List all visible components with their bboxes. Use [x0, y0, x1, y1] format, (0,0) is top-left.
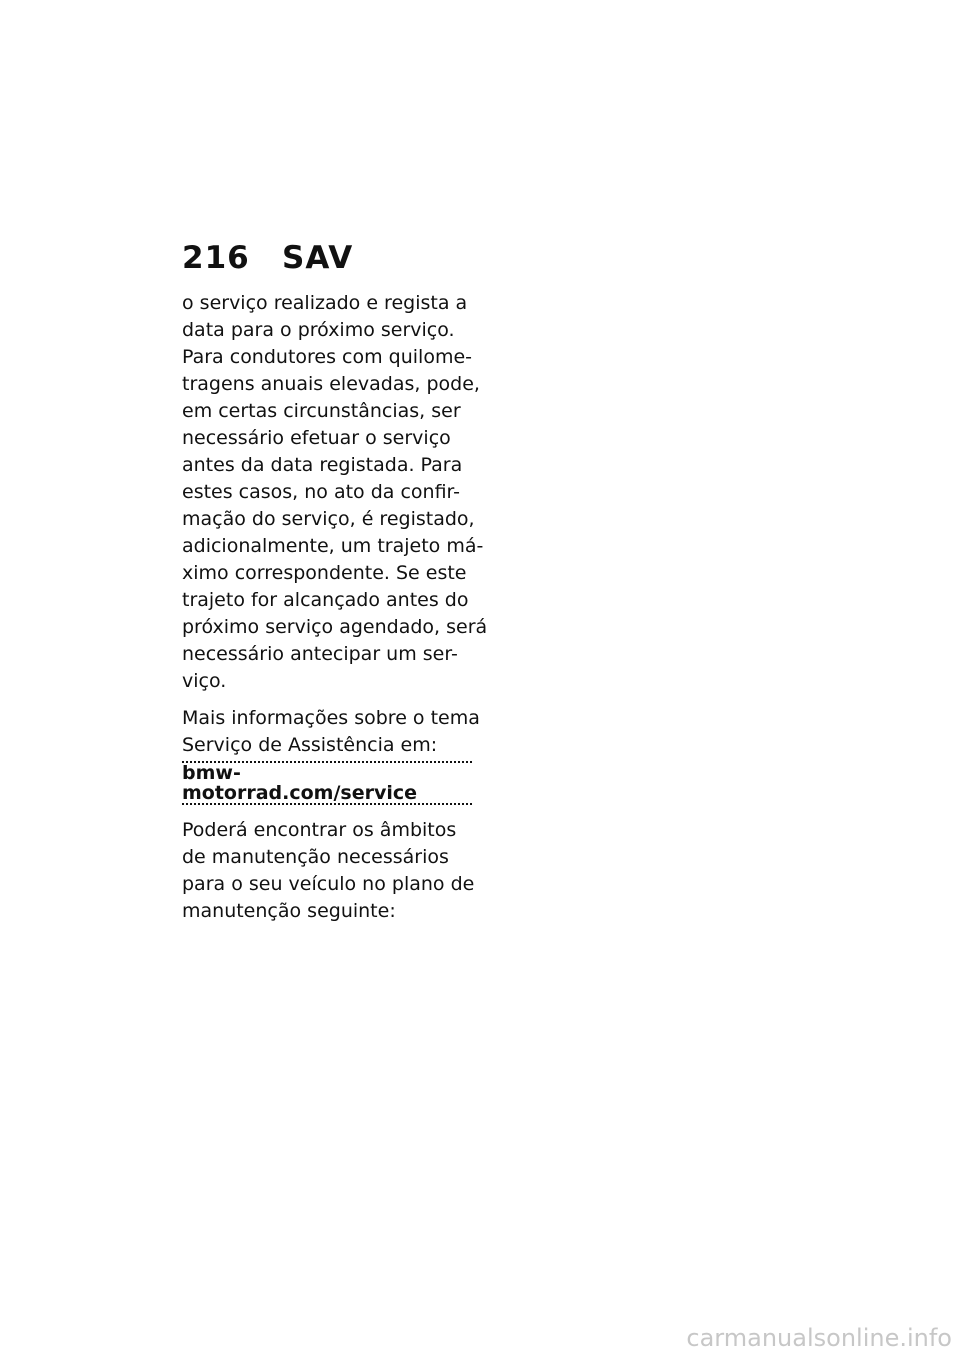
text-line: tragens anuais elevadas, pode,: [182, 373, 480, 395]
page-header: [182, 240, 353, 276]
text-line: de manutenção necessários: [182, 846, 449, 868]
page-number: 216: [182, 240, 250, 276]
text-line: data para o próximo serviço.: [182, 319, 455, 341]
paragraph-more-info: [182, 705, 480, 807]
paragraph-maintenance: [182, 817, 475, 925]
text-line: para o seu veículo no plano de: [182, 873, 475, 895]
text-line: Poderá encontrar os âmbitos: [182, 819, 457, 841]
paragraph-service-info: [182, 290, 488, 695]
text-line: o serviço realizado e regista a: [182, 292, 468, 314]
section-title: SAV: [282, 240, 354, 276]
text-line: necessário antecipar um ser-: [182, 643, 458, 665]
text-line: Serviço de Assistência em:: [182, 734, 438, 756]
text-line: Mais informações sobre o tema: [182, 707, 480, 729]
body-text: [182, 290, 488, 925]
text-line: antes da data registada. Para: [182, 454, 463, 476]
text-line: trajeto for alcançado antes do: [182, 589, 469, 611]
text-line: estes casos, no ato da confir-: [182, 481, 460, 503]
watermark: carmanualsonline.info: [686, 1324, 952, 1352]
text-line: ximo correspondente. Se este: [182, 562, 467, 584]
text-line: adicionalmente, um trajeto má-: [182, 535, 484, 557]
text-line: Para condutores com quilome-: [182, 346, 473, 368]
service-link[interactable]: bmw-motorrad.com/service: [182, 761, 472, 805]
text-line: próximo serviço agendado, será: [182, 616, 488, 638]
text-line: manutenção seguinte:: [182, 900, 396, 922]
text-line: em certas circunstâncias, ser: [182, 400, 461, 422]
text-line: viço.: [182, 670, 227, 692]
text-line: mação do serviço, é registado,: [182, 508, 475, 530]
text-line: necessário efetuar o serviço: [182, 427, 451, 449]
